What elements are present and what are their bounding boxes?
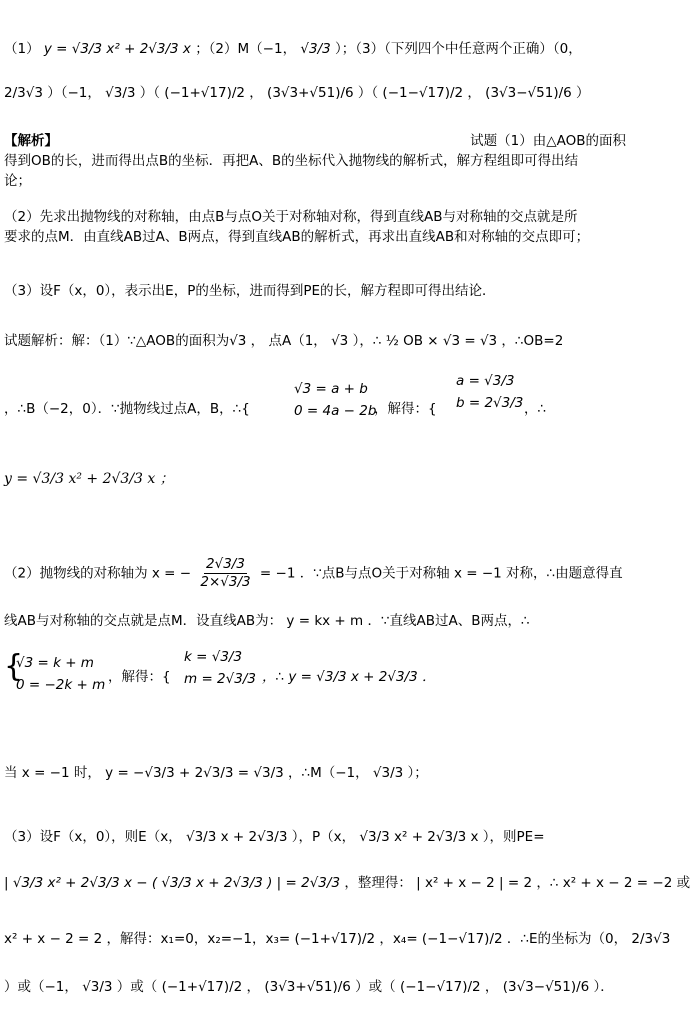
solution-line-7: 当 x = −1 时， y = −√3/3 + 2√3/3 = √3/3 ，∴M（−1， √3/3 ）； [4, 765, 428, 781]
axis-of-symmetry-result: = −1 ．∵点B与点O关于对称轴 x = −1 对称，∴由题意得直 [259, 565, 623, 582]
solution-line-11: ）或（−1， √3/3 ）或（ (−1+√17)/2 ， (3√3+√51)/6 ）或（ (−1−√17)/2 ， (3√3−√51)/6 ）． [4, 979, 614, 995]
solution2-row1: k = √3/3 [184, 649, 243, 665]
solution2-row2: m = 2√3/3 [184, 671, 256, 687]
answer-part2-label: ；（2）M（−1， [195, 41, 297, 57]
analysis-step1-end: 论； [4, 173, 31, 189]
analysis-step2-line2: 要求的点M．由直线AB过A、B两点，得到直线AB的解析式，再求出直线AB和对称轴的交点即可； [4, 229, 590, 245]
therefore-mark-1: ，∴ [524, 401, 547, 417]
pe-length-equation: | √3/3 x² + 2√3/3 x − ( √3/3 x + 2√3/3 ) | = 2√3/3 [4, 875, 341, 891]
answer-part3-label: ）；（3）（下列四个中任意两个正确）（0， [335, 41, 582, 57]
solution-line-8: （3）设F（x，0），则E（x， √3/3 x + 2√3/3 ），P（x， √3/3 x² + 2√3/3 x ），则PE= [4, 829, 545, 845]
axis-of-symmetry-label: （2）抛物线的对称轴为 x = − [4, 565, 192, 582]
solution-line-10: x² + x − 2 = 2 ，解得：x₁=0，x₂=−1，x₃= (−1+√17)/2 ，x₄= (−1−√17)/2 ．∴E的坐标为（0， 2/3√3 [4, 931, 671, 947]
solve-label-2: ，解得：{ [108, 669, 171, 685]
solution-line-1: 试题解析：解：（1）∵△AOB的面积为√3 ， 点A（1， √3 ），∴ ½ OB × √3 = √3 ，∴OB=2 [4, 333, 564, 349]
solution-l2-text: ，∴B（−2，0）．∵抛物线过点A，B，∴{ [4, 401, 250, 417]
pe-simplified: ，整理得： | x² + x − 2 | = 2 ，∴ x² + x − 2 = −2 或 [344, 875, 690, 891]
solution-line-6: { √3 = k + m 0 = −2k + m ，解得：{ k = √3/3 m = 2√3/3 ，∴ y = √3/3 x + 2√3/3 ． [4, 652, 626, 712]
solution1-row2: b = 2√3/3 [456, 395, 524, 411]
solution-system-2 [184, 646, 256, 690]
solution-line-3: y = √3/3 x² + 2√3/3 x ； [4, 471, 174, 487]
solution-system-1 [456, 370, 523, 414]
analysis-heading: 【解析】 [4, 133, 58, 149]
analysis-step1-body: 得到OB的长，进而得出点B的坐标．再把A、B的坐标代入抛物线的解析式，解方程组即可得出结 [4, 153, 579, 169]
analysis-step1-intro: 试题（1）由△AOB的面积 [470, 133, 626, 149]
equation-system-1 [294, 378, 376, 422]
answer-part1-label: （1） [4, 41, 40, 57]
system2-row1: √3 = k + m [16, 655, 94, 671]
system1-row2: 0 = 4a − 2b [294, 403, 377, 419]
answer-coordinates: 2/3√3 ）（−1， √3/3 ）（ (−1+√17)/2 ， (3√3+√51)/6 ）（ (−1−√17)/2 ， (3√3−√51)/6 ） [4, 85, 590, 101]
solution-line-2 [4, 373, 626, 438]
system2-row2: 0 = −2k + m [16, 677, 106, 693]
solution-line-4 [4, 556, 626, 591]
analysis-step3: （3）设F（x，0），表示出E，P的坐标，进而得到PE的长，解方程即可得出结论． [4, 283, 496, 299]
answer-line-2 [4, 82, 626, 104]
answer-part1-equation: y = √3/3 x² + 2√3/3 x [43, 41, 191, 57]
system1-row1: √3 = a + b [294, 381, 368, 397]
analysis-step2-line1: （2）先求出抛物线的对称轴，由点B与点O关于对称轴对称，得到直线AB与对称轴的交点就是所 [4, 209, 578, 225]
solve-label-1: ，解得：{ [374, 401, 437, 417]
solution-line-5: 线AB与对称轴的交点就是点M．设直线AB为： y = kx + m ．∵直线AB过A、B两点，∴ [4, 613, 530, 629]
answer-part2-value: √3/3 [300, 41, 331, 57]
equation-system-2 [16, 652, 105, 696]
axis-fraction: $\frac{2√3/3}{2\times√3/3}$ [200, 556, 251, 590]
solution1-row1: a = √3/3 [456, 373, 515, 389]
solution-line-9 [4, 872, 690, 894]
analysis-heading-line [4, 130, 626, 152]
line-ab-equation: ，∴ y = √3/3 x + 2√3/3 ． [262, 669, 436, 685]
answer-line-1 [4, 38, 626, 60]
